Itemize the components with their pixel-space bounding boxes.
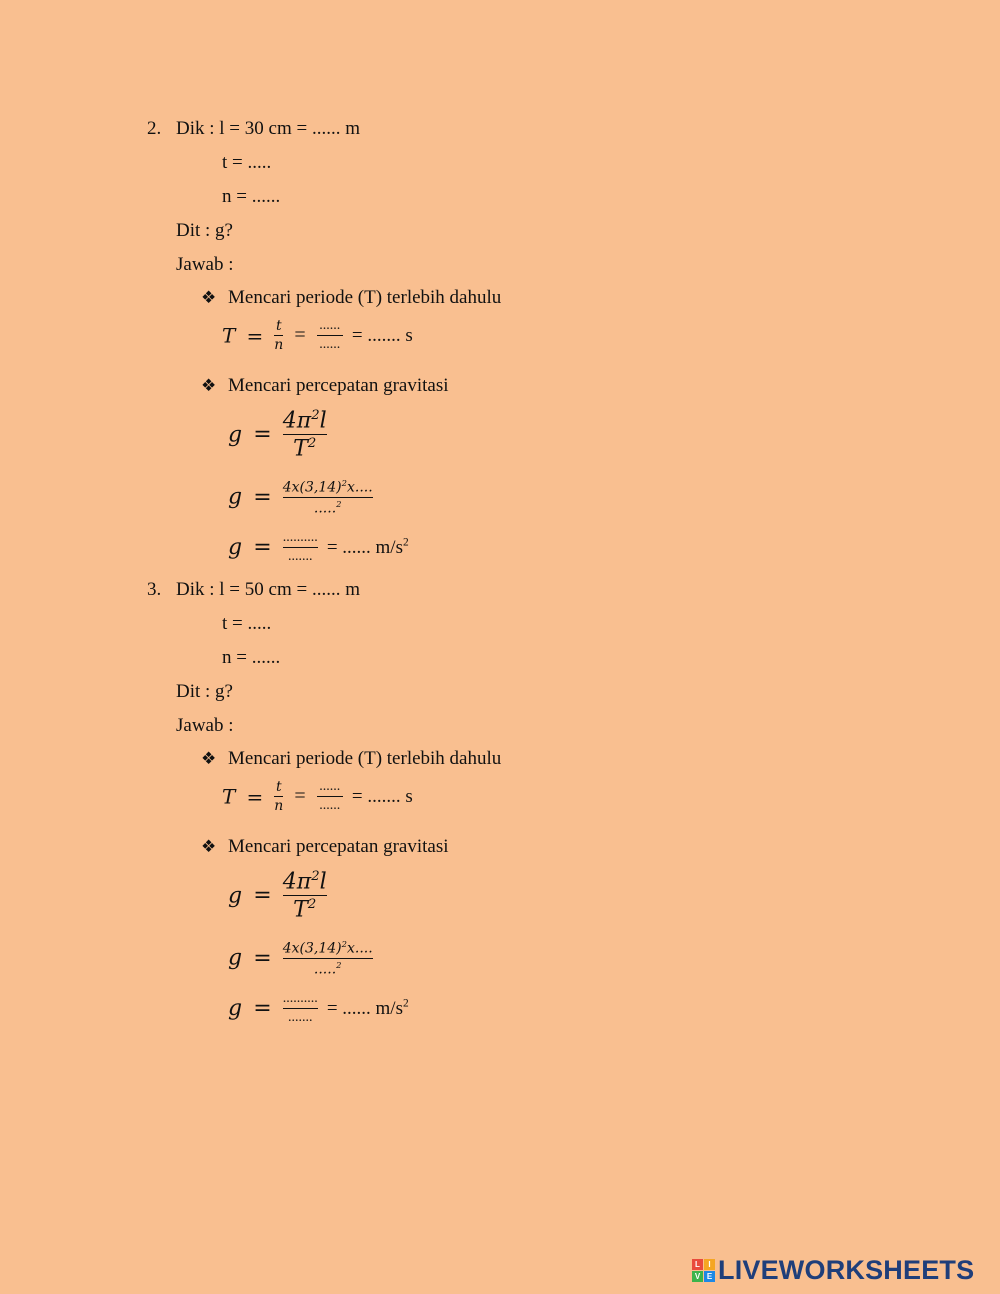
var-T: T — [293, 436, 308, 462]
answer-label: Jawab : — [176, 254, 234, 275]
answer-label: Jawab : — [176, 715, 234, 736]
given-length: Dik : l = 50 cm = ...... m — [176, 579, 360, 600]
period-result: = ....... s — [351, 324, 413, 346]
problem-number: 3. — [147, 579, 162, 600]
var-T: T — [293, 897, 308, 923]
logo-letter: L — [692, 1259, 703, 1270]
period-formula: T = $\frac{t}{n}$ = $\frac{......}{......}$ = ....... s — [222, 318, 413, 353]
denominator-blank: ...... — [319, 337, 341, 352]
liveworksheets-logo — [692, 1255, 974, 1285]
var-g: g — [228, 422, 243, 448]
logo-letter: V — [692, 1271, 703, 1282]
var-g: g — [228, 484, 243, 510]
fraction-t-over-n — [274, 318, 283, 353]
gravity-result: = ...... m/s — [326, 997, 403, 1019]
var-g: g — [228, 535, 243, 560]
sub-denominator: ..... — [313, 500, 337, 517]
numerator-blank: ...... — [319, 318, 341, 333]
gravity-substitution: g = $\frac{4x(3,14)^2x....}{.....^2}$ — [228, 478, 373, 517]
fraction-substitution: $\frac{4x(3,14)^2x....}{.....^2}$ — [282, 478, 373, 517]
denominator-blank: ...... — [319, 798, 341, 813]
fraction-blank — [317, 318, 343, 353]
sub-denominator: ..... — [313, 961, 337, 978]
diamond-bullet-icon: ❖ — [201, 288, 217, 307]
asked: Dit : g? — [176, 681, 233, 702]
diamond-bullet-icon: ❖ — [201, 376, 217, 395]
step-gravity: Mencari percepatan gravitasi — [228, 375, 449, 396]
fraction-substitution: $\frac{4x(3,14)^2x....}{.....^2}$ — [282, 939, 373, 978]
given-length: Dik : l = 30 cm = ...... m — [176, 118, 360, 139]
period-result: = ....... s — [351, 785, 413, 807]
sub-numerator: 4x(3,14) — [282, 479, 342, 496]
gravity-result-formula: g = $\frac{..........}{.......}$ = ...... $m/s^2$ — [228, 991, 409, 1025]
final-numerator: .......... — [282, 991, 318, 1006]
logo-letter: E — [704, 1271, 715, 1282]
gravity-formula: g = $\frac{4\pi^2l}{T^2}$ — [228, 408, 327, 462]
var-g: g — [228, 996, 243, 1021]
denominator: n — [274, 798, 284, 814]
numerator-blank: ...... — [319, 779, 341, 794]
four-pi: 4π — [282, 408, 312, 434]
gravity-result-formula: g = $\frac{..........}{.......}$ = ...... $m/s^2$ — [228, 530, 409, 564]
fraction-final — [283, 991, 318, 1026]
final-denominator: ....... — [287, 549, 313, 564]
period-formula: T = $\frac{t}{n}$ = $\frac{......}{......}$ = ....... s — [222, 779, 413, 814]
given-oscillations: n = ...... — [222, 186, 281, 207]
fraction-blank — [317, 779, 343, 814]
sub-numerator-tail: x.... — [346, 940, 373, 957]
given-oscillations: n = ...... — [222, 647, 281, 668]
problem-number: 2. — [147, 118, 162, 139]
logo-text: LIVEWORKSHEETS — [718, 1254, 975, 1285]
fraction-4pi2l-over-T2: $\frac{4\pi^2l}{T^2}$ — [282, 869, 327, 923]
fraction-t-over-n — [274, 779, 283, 814]
asked: Dit : g? — [176, 220, 233, 241]
sub-numerator-tail: x.... — [346, 479, 373, 496]
final-numerator: .......... — [282, 530, 318, 545]
logo-letter: I — [704, 1259, 715, 1270]
var-T: T — [222, 323, 236, 348]
step-period: Mencari periode (T) terlebih dahulu — [228, 748, 502, 769]
fraction-4pi2l-over-T2: $\frac{4\pi^2l}{T^2}$ — [282, 408, 327, 462]
fraction-final — [283, 530, 318, 565]
gravity-result: = ...... m/s — [326, 536, 403, 558]
var-l: l — [319, 869, 327, 895]
diamond-bullet-icon: ❖ — [201, 837, 217, 856]
var-g: g — [228, 945, 243, 971]
logo-squares-icon — [692, 1259, 715, 1282]
step-period: Mencari periode (T) terlebih dahulu — [228, 287, 502, 308]
diamond-bullet-icon: ❖ — [201, 749, 217, 768]
numerator: t — [275, 318, 282, 334]
var-l: l — [319, 408, 327, 434]
var-g: g — [228, 883, 243, 909]
sub-numerator: 4x(3,14) — [282, 940, 342, 957]
numerator: t — [275, 779, 282, 795]
step-gravity: Mencari percepatan gravitasi — [228, 836, 449, 857]
denominator: n — [274, 337, 284, 353]
gravity-substitution: g = $\frac{4x(3,14)^2x....}{.....^2}$ — [228, 939, 373, 978]
var-T: T — [222, 784, 236, 809]
gravity-formula: g = $\frac{4\pi^2l}{T^2}$ — [228, 869, 327, 923]
given-time: t = ..... — [222, 613, 272, 634]
final-denominator: ....... — [287, 1010, 313, 1025]
four-pi: 4π — [282, 869, 312, 895]
given-time: t = ..... — [222, 152, 272, 173]
